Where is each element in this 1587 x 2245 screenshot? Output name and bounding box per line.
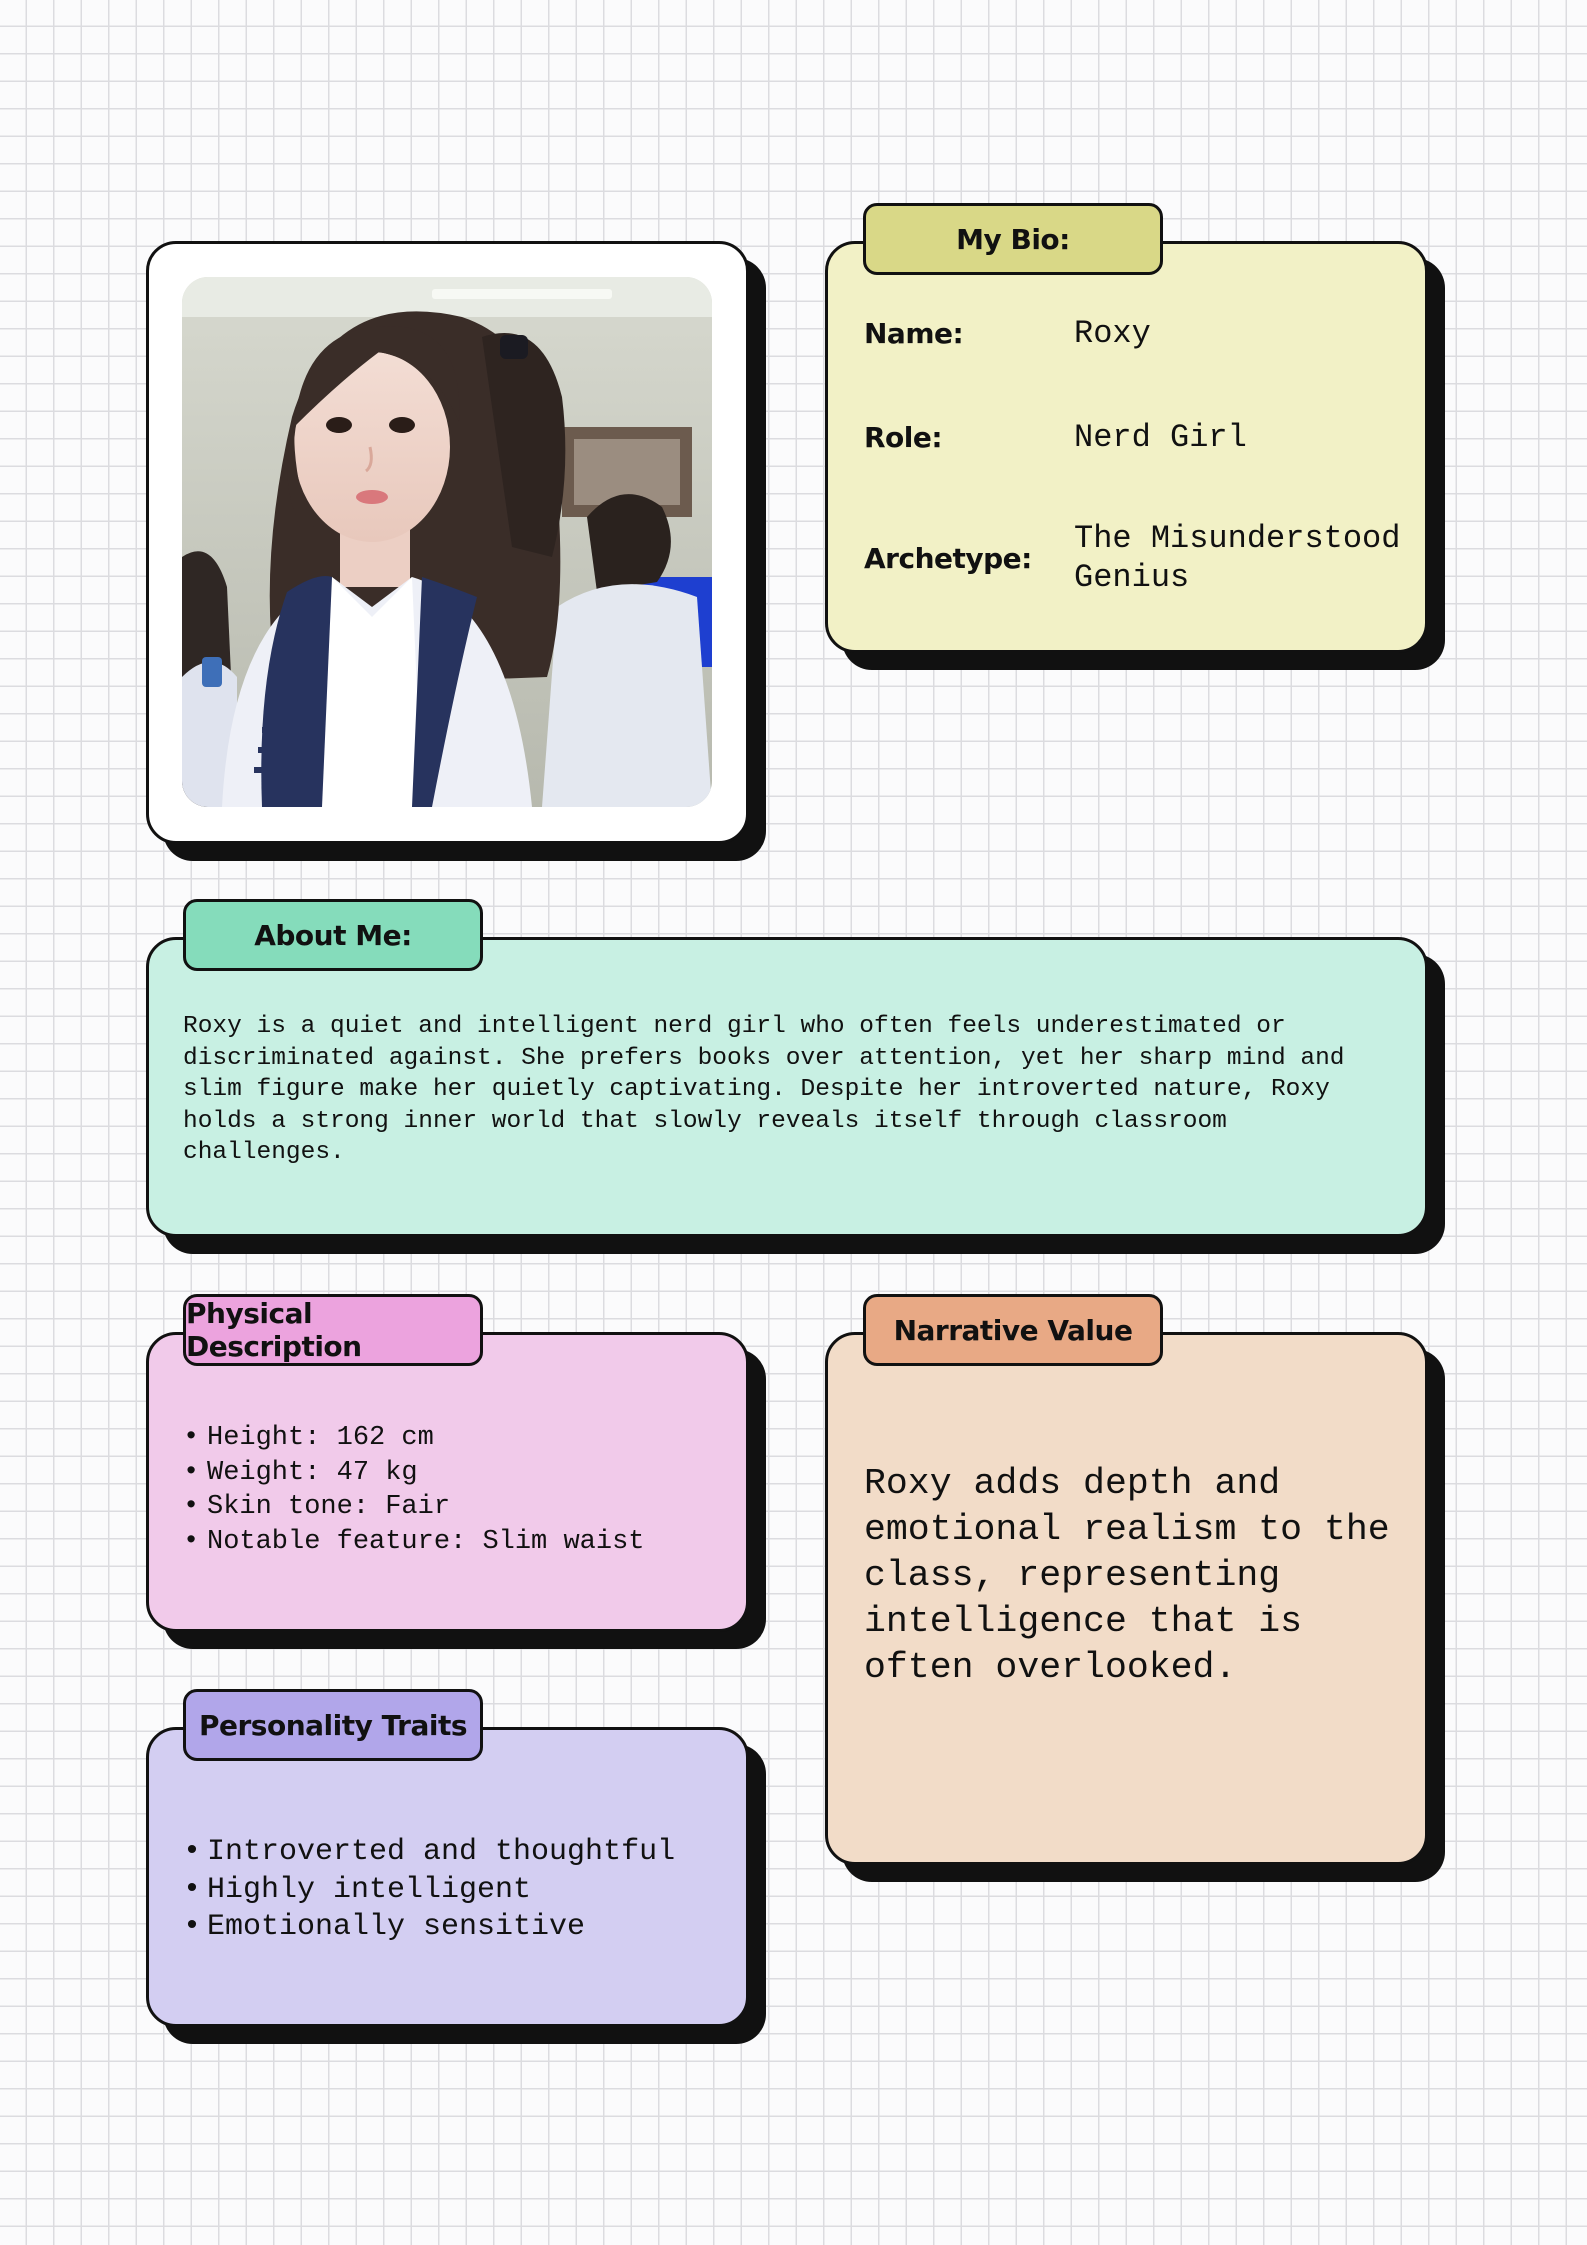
bio-row-archetype xyxy=(864,519,1434,597)
bio-tab: My Bio: xyxy=(863,203,1163,275)
physical-item-height: Height: 162 cm xyxy=(207,1423,434,1453)
profile-photo xyxy=(182,277,712,807)
list-item: • Emotionally sensitive xyxy=(183,1909,675,1947)
bio-label-role: Role: xyxy=(864,421,943,454)
narrative-card xyxy=(825,1332,1428,1865)
bio-label-name: Name: xyxy=(864,317,964,350)
bio-label-archetype: Archetype: xyxy=(864,541,1032,575)
personality-card xyxy=(146,1727,749,2027)
list-item: • Weight: 47 kg xyxy=(183,1456,644,1491)
physical-card xyxy=(146,1332,749,1632)
bio-value-name: Roxy xyxy=(1074,315,1151,352)
personality-item-sensitive: Emotionally sensitive xyxy=(207,1910,586,1944)
list-item: • Introverted and thoughtful xyxy=(183,1834,675,1872)
bio-row-role xyxy=(864,418,1434,457)
list-item: • Highly intelligent xyxy=(183,1872,675,1910)
physical-list xyxy=(183,1421,644,1559)
personality-list xyxy=(183,1834,675,1947)
physical-item-skin: Skin tone: Fair xyxy=(207,1492,451,1522)
physical-tab: Physical Description xyxy=(183,1294,483,1366)
about-tab: About Me: xyxy=(183,899,483,971)
bio-value-archetype: The Misunderstood Genius xyxy=(1074,520,1401,596)
photo-card xyxy=(146,241,749,844)
bio-row-name xyxy=(864,314,1434,353)
list-item: • Notable feature: Slim waist xyxy=(183,1525,644,1560)
personality-item-intelligent: Highly intelligent xyxy=(207,1872,532,1907)
bio-card xyxy=(825,241,1428,653)
about-card xyxy=(146,937,1428,1237)
narrative-text: Roxy adds depth and emotional realism to the class, representing intelligence that is often overlooked. xyxy=(864,1463,1390,1688)
personality-item-introverted: Introverted and thoughtful xyxy=(207,1835,676,1869)
physical-item-weight: Weight: 47 kg xyxy=(207,1457,418,1488)
personality-tab: Personality Traits xyxy=(183,1689,483,1761)
list-item: • Height: 162 cm xyxy=(183,1421,644,1456)
narrative-tab: Narrative Value xyxy=(863,1294,1163,1366)
bio-value-role: Nerd Girl xyxy=(1074,419,1247,456)
physical-item-feature: Notable feature: Slim waist xyxy=(207,1526,645,1557)
about-text: Roxy is a quiet and intelligent nerd girl who often feels underestimated or discriminated against. She prefers books over attention, yet her sharp mind and slim figure make her quietly captivating. Despite her introverted nature, Roxy holds a strong inner world that slowly reveals itself through classroom challenges. xyxy=(183,1013,1345,1166)
list-item: • Skin tone: Fair xyxy=(183,1490,644,1525)
